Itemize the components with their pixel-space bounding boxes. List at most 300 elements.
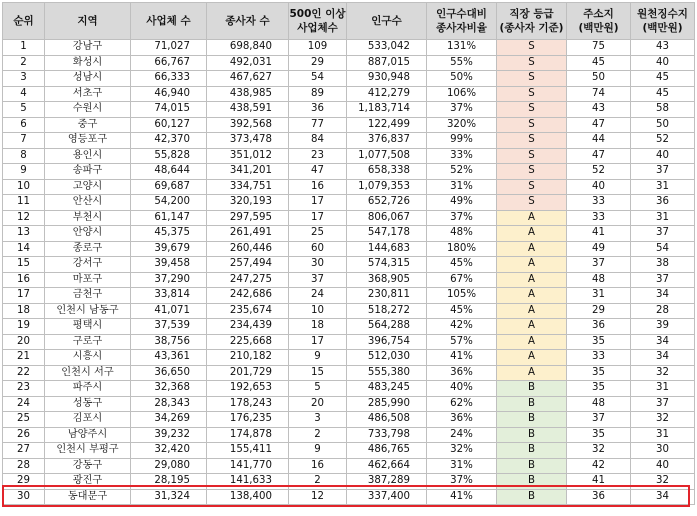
cell-region[interactable]: 용인시 [45,148,131,164]
cell-region[interactable]: 강서구 [45,257,131,273]
cell-ratio[interactable]: 37% [427,474,497,490]
cell-rank[interactable]: 30 [3,489,45,505]
cell-grade[interactable]: S [497,164,567,180]
table-row[interactable] [3,427,695,443]
cell-population[interactable]: 144,683 [347,241,427,257]
table-row[interactable] [3,381,695,397]
cell-employees[interactable]: 492,031 [207,55,289,71]
cell-grade[interactable]: A [497,288,567,304]
cell-region[interactable]: 시흥시 [45,350,131,366]
cell-large-businesses[interactable]: 5 [289,381,347,397]
cell-population[interactable]: 1,077,508 [347,148,427,164]
cell-region[interactable]: 안양시 [45,226,131,242]
cell-source-income[interactable]: 31 [631,427,695,443]
cell-businesses[interactable]: 74,015 [131,102,207,118]
cell-businesses[interactable]: 43,361 [131,350,207,366]
cell-businesses[interactable]: 38,756 [131,334,207,350]
cell-large-businesses[interactable]: 2 [289,427,347,443]
cell-population[interactable]: 376,837 [347,133,427,149]
cell-ratio[interactable]: 180% [427,241,497,257]
header-employees[interactable] [207,3,289,40]
cell-home-income[interactable]: 75 [567,40,631,56]
cell-population[interactable]: 887,015 [347,55,427,71]
cell-home-income[interactable]: 33 [567,350,631,366]
cell-region[interactable]: 남양주시 [45,427,131,443]
table-row[interactable] [3,334,695,350]
cell-large-businesses[interactable]: 36 [289,102,347,118]
cell-businesses[interactable]: 28,343 [131,396,207,412]
cell-source-income[interactable]: 31 [631,179,695,195]
cell-source-income[interactable]: 34 [631,334,695,350]
cell-source-income[interactable]: 39 [631,319,695,335]
cell-businesses[interactable]: 45,375 [131,226,207,242]
cell-home-income[interactable]: 35 [567,381,631,397]
cell-businesses[interactable]: 37,539 [131,319,207,335]
cell-source-income[interactable]: 31 [631,381,695,397]
cell-large-businesses[interactable]: 54 [289,71,347,87]
cell-source-income[interactable]: 40 [631,55,695,71]
cell-large-businesses[interactable]: 89 [289,86,347,102]
cell-large-businesses[interactable]: 37 [289,272,347,288]
cell-large-businesses[interactable]: 77 [289,117,347,133]
table-row[interactable] [3,148,695,164]
cell-source-income[interactable]: 32 [631,412,695,428]
cell-rank[interactable]: 10 [3,179,45,195]
header-source-income[interactable] [631,3,695,40]
table-row[interactable] [3,350,695,366]
cell-businesses[interactable]: 37,290 [131,272,207,288]
cell-rank[interactable]: 27 [3,443,45,459]
cell-rank[interactable]: 21 [3,350,45,366]
cell-businesses[interactable]: 32,420 [131,443,207,459]
cell-region[interactable]: 마포구 [45,272,131,288]
cell-ratio[interactable]: 320% [427,117,497,133]
cell-source-income[interactable]: 36 [631,195,695,211]
cell-grade[interactable]: A [497,272,567,288]
cell-population[interactable]: 486,765 [347,443,427,459]
cell-source-income[interactable]: 34 [631,489,695,505]
cell-source-income[interactable]: 45 [631,71,695,87]
header-large-businesses[interactable] [289,3,347,40]
table-row[interactable] [3,164,695,180]
cell-home-income[interactable]: 32 [567,443,631,459]
cell-region[interactable]: 성동구 [45,396,131,412]
cell-large-businesses[interactable]: 29 [289,55,347,71]
cell-rank[interactable]: 17 [3,288,45,304]
cell-grade[interactable]: A [497,210,567,226]
cell-ratio[interactable]: 105% [427,288,497,304]
cell-region[interactable]: 성남시 [45,71,131,87]
cell-home-income[interactable]: 35 [567,427,631,443]
table-row[interactable] [3,319,695,335]
cell-grade[interactable]: B [497,381,567,397]
header-ratio[interactable] [427,3,497,40]
cell-employees[interactable]: 438,591 [207,102,289,118]
cell-employees[interactable]: 192,653 [207,381,289,397]
cell-home-income[interactable]: 41 [567,474,631,490]
cell-large-businesses[interactable]: 16 [289,458,347,474]
cell-rank[interactable]: 7 [3,133,45,149]
cell-home-income[interactable]: 74 [567,86,631,102]
cell-rank[interactable]: 9 [3,164,45,180]
cell-region[interactable]: 화성시 [45,55,131,71]
cell-grade[interactable]: A [497,226,567,242]
cell-population[interactable]: 547,178 [347,226,427,242]
cell-employees[interactable]: 176,235 [207,412,289,428]
cell-grade[interactable]: B [497,427,567,443]
cell-large-businesses[interactable]: 2 [289,474,347,490]
cell-population[interactable]: 285,990 [347,396,427,412]
cell-grade[interactable]: S [497,148,567,164]
cell-rank[interactable]: 28 [3,458,45,474]
cell-population[interactable]: 368,905 [347,272,427,288]
cell-grade[interactable]: B [497,458,567,474]
cell-population[interactable]: 512,030 [347,350,427,366]
cell-population[interactable]: 733,798 [347,427,427,443]
table-row[interactable] [3,117,695,133]
cell-region[interactable]: 송파구 [45,164,131,180]
cell-source-income[interactable]: 31 [631,210,695,226]
cell-grade[interactable]: A [497,334,567,350]
header-businesses[interactable] [131,3,207,40]
cell-source-income[interactable]: 32 [631,474,695,490]
cell-source-income[interactable]: 40 [631,148,695,164]
cell-population[interactable]: 1,079,353 [347,179,427,195]
cell-employees[interactable]: 261,491 [207,226,289,242]
cell-large-businesses[interactable]: 20 [289,396,347,412]
cell-grade[interactable]: S [497,40,567,56]
cell-rank[interactable]: 6 [3,117,45,133]
table-row[interactable] [3,443,695,459]
cell-ratio[interactable]: 33% [427,148,497,164]
cell-rank[interactable]: 22 [3,365,45,381]
cell-region[interactable]: 인천시 부평구 [45,443,131,459]
cell-large-businesses[interactable]: 16 [289,179,347,195]
cell-large-businesses[interactable]: 47 [289,164,347,180]
table-row[interactable] [3,474,695,490]
cell-businesses[interactable]: 55,828 [131,148,207,164]
cell-rank[interactable]: 26 [3,427,45,443]
cell-businesses[interactable]: 46,940 [131,86,207,102]
cell-ratio[interactable]: 45% [427,257,497,273]
table-row[interactable] [3,71,695,87]
cell-population[interactable]: 930,948 [347,71,427,87]
cell-rank[interactable]: 5 [3,102,45,118]
cell-grade[interactable]: S [497,102,567,118]
cell-population[interactable]: 658,338 [347,164,427,180]
cell-employees[interactable]: 225,668 [207,334,289,350]
cell-large-businesses[interactable]: 30 [289,257,347,273]
cell-grade[interactable]: S [497,117,567,133]
cell-source-income[interactable]: 43 [631,40,695,56]
cell-employees[interactable]: 174,878 [207,427,289,443]
cell-businesses[interactable]: 69,687 [131,179,207,195]
cell-businesses[interactable]: 31,324 [131,489,207,505]
cell-home-income[interactable]: 48 [567,396,631,412]
cell-home-income[interactable]: 43 [567,102,631,118]
table-row[interactable] [3,489,695,505]
cell-source-income[interactable]: 34 [631,350,695,366]
cell-employees[interactable]: 373,478 [207,133,289,149]
cell-region[interactable]: 김포시 [45,412,131,428]
cell-source-income[interactable]: 34 [631,288,695,304]
cell-home-income[interactable]: 29 [567,303,631,319]
cell-rank[interactable]: 13 [3,226,45,242]
cell-employees[interactable]: 698,840 [207,40,289,56]
cell-ratio[interactable]: 48% [427,226,497,242]
table-row[interactable] [3,458,695,474]
cell-ratio[interactable]: 45% [427,303,497,319]
table-row[interactable] [3,396,695,412]
cell-grade[interactable]: B [497,396,567,412]
cell-grade[interactable]: S [497,195,567,211]
cell-rank[interactable]: 3 [3,71,45,87]
header-home-income[interactable] [567,3,631,40]
cell-population[interactable]: 122,499 [347,117,427,133]
cell-ratio[interactable]: 41% [427,350,497,366]
cell-employees[interactable]: 334,751 [207,179,289,195]
header-grade[interactable] [497,3,567,40]
cell-region[interactable]: 안산시 [45,195,131,211]
cell-source-income[interactable]: 50 [631,117,695,133]
cell-businesses[interactable]: 34,269 [131,412,207,428]
cell-employees[interactable]: 138,400 [207,489,289,505]
cell-home-income[interactable]: 42 [567,458,631,474]
header-population[interactable] [347,3,427,40]
cell-home-income[interactable]: 49 [567,241,631,257]
cell-region[interactable]: 평택시 [45,319,131,335]
table-row[interactable] [3,365,695,381]
cell-population[interactable]: 806,067 [347,210,427,226]
table-row[interactable] [3,40,695,56]
cell-population[interactable]: 337,400 [347,489,427,505]
cell-employees[interactable]: 438,985 [207,86,289,102]
cell-rank[interactable]: 2 [3,55,45,71]
cell-ratio[interactable]: 106% [427,86,497,102]
cell-region[interactable]: 광진구 [45,474,131,490]
cell-large-businesses[interactable]: 9 [289,443,347,459]
cell-region[interactable]: 강동구 [45,458,131,474]
table-row[interactable] [3,55,695,71]
cell-employees[interactable]: 297,595 [207,210,289,226]
cell-large-businesses[interactable]: 23 [289,148,347,164]
cell-employees[interactable]: 201,729 [207,365,289,381]
cell-employees[interactable]: 392,568 [207,117,289,133]
cell-rank[interactable]: 23 [3,381,45,397]
cell-grade[interactable]: A [497,365,567,381]
cell-ratio[interactable]: 40% [427,381,497,397]
cell-rank[interactable]: 18 [3,303,45,319]
cell-population[interactable]: 533,042 [347,40,427,56]
cell-source-income[interactable]: 58 [631,102,695,118]
table-row[interactable] [3,86,695,102]
table-row[interactable] [3,272,695,288]
cell-region[interactable]: 금천구 [45,288,131,304]
cell-population[interactable]: 555,380 [347,365,427,381]
cell-rank[interactable]: 25 [3,412,45,428]
cell-population[interactable]: 1,183,714 [347,102,427,118]
cell-rank[interactable]: 20 [3,334,45,350]
cell-home-income[interactable]: 44 [567,133,631,149]
cell-ratio[interactable]: 52% [427,164,497,180]
cell-businesses[interactable]: 48,644 [131,164,207,180]
cell-population[interactable]: 483,245 [347,381,427,397]
cell-home-income[interactable]: 36 [567,319,631,335]
cell-source-income[interactable]: 32 [631,365,695,381]
cell-employees[interactable]: 257,494 [207,257,289,273]
cell-grade[interactable]: B [497,474,567,490]
cell-ratio[interactable]: 67% [427,272,497,288]
cell-population[interactable]: 412,279 [347,86,427,102]
cell-ratio[interactable]: 24% [427,427,497,443]
cell-region[interactable]: 종로구 [45,241,131,257]
cell-rank[interactable]: 11 [3,195,45,211]
cell-ratio[interactable]: 42% [427,319,497,335]
cell-grade[interactable]: S [497,55,567,71]
cell-employees[interactable]: 260,446 [207,241,289,257]
table-row[interactable] [3,133,695,149]
cell-businesses[interactable]: 28,195 [131,474,207,490]
cell-home-income[interactable]: 45 [567,55,631,71]
table-row[interactable] [3,226,695,242]
cell-population[interactable]: 387,289 [347,474,427,490]
cell-region[interactable]: 고양시 [45,179,131,195]
cell-ratio[interactable]: 57% [427,334,497,350]
cell-rank[interactable]: 16 [3,272,45,288]
cell-home-income[interactable]: 50 [567,71,631,87]
cell-population[interactable]: 518,272 [347,303,427,319]
cell-source-income[interactable]: 28 [631,303,695,319]
cell-rank[interactable]: 15 [3,257,45,273]
table-row[interactable] [3,210,695,226]
cell-large-businesses[interactable]: 17 [289,334,347,350]
cell-population[interactable]: 652,726 [347,195,427,211]
cell-home-income[interactable]: 41 [567,226,631,242]
cell-ratio[interactable]: 55% [427,55,497,71]
cell-businesses[interactable]: 39,458 [131,257,207,273]
cell-population[interactable]: 486,508 [347,412,427,428]
cell-ratio[interactable]: 50% [427,71,497,87]
cell-home-income[interactable]: 52 [567,164,631,180]
cell-employees[interactable]: 320,193 [207,195,289,211]
cell-grade[interactable]: A [497,350,567,366]
cell-businesses[interactable]: 54,200 [131,195,207,211]
cell-large-businesses[interactable]: 18 [289,319,347,335]
cell-employees[interactable]: 247,275 [207,272,289,288]
cell-large-businesses[interactable]: 3 [289,412,347,428]
cell-employees[interactable]: 178,243 [207,396,289,412]
cell-source-income[interactable]: 37 [631,396,695,412]
cell-rank[interactable]: 1 [3,40,45,56]
cell-region[interactable]: 동대문구 [45,489,131,505]
cell-large-businesses[interactable]: 84 [289,133,347,149]
cell-grade[interactable]: B [497,489,567,505]
cell-businesses[interactable]: 66,333 [131,71,207,87]
cell-grade[interactable]: S [497,86,567,102]
cell-businesses[interactable]: 39,232 [131,427,207,443]
cell-large-businesses[interactable]: 9 [289,350,347,366]
cell-region[interactable]: 중구 [45,117,131,133]
cell-source-income[interactable]: 30 [631,443,695,459]
cell-ratio[interactable]: 37% [427,102,497,118]
cell-employees[interactable]: 242,686 [207,288,289,304]
cell-rank[interactable]: 19 [3,319,45,335]
cell-employees[interactable]: 155,411 [207,443,289,459]
cell-home-income[interactable]: 31 [567,288,631,304]
cell-ratio[interactable]: 131% [427,40,497,56]
cell-ratio[interactable]: 36% [427,412,497,428]
cell-home-income[interactable]: 33 [567,210,631,226]
cell-ratio[interactable]: 31% [427,179,497,195]
cell-region[interactable]: 구로구 [45,334,131,350]
table-row[interactable] [3,303,695,319]
cell-employees[interactable]: 141,770 [207,458,289,474]
cell-rank[interactable]: 12 [3,210,45,226]
cell-ratio[interactable]: 37% [427,210,497,226]
cell-home-income[interactable]: 40 [567,179,631,195]
cell-employees[interactable]: 351,012 [207,148,289,164]
cell-large-businesses[interactable]: 15 [289,365,347,381]
cell-employees[interactable]: 341,201 [207,164,289,180]
cell-ratio[interactable]: 62% [427,396,497,412]
cell-source-income[interactable]: 45 [631,86,695,102]
cell-population[interactable]: 564,288 [347,319,427,335]
cell-home-income[interactable]: 36 [567,489,631,505]
cell-large-businesses[interactable]: 17 [289,210,347,226]
cell-employees[interactable]: 210,182 [207,350,289,366]
cell-home-income[interactable]: 48 [567,272,631,288]
cell-large-businesses[interactable]: 10 [289,303,347,319]
cell-grade[interactable]: A [497,319,567,335]
cell-source-income[interactable]: 54 [631,241,695,257]
cell-home-income[interactable]: 35 [567,365,631,381]
cell-region[interactable]: 인천시 서구 [45,365,131,381]
cell-employees[interactable]: 141,633 [207,474,289,490]
cell-region[interactable]: 강남구 [45,40,131,56]
cell-businesses[interactable]: 66,767 [131,55,207,71]
cell-region[interactable]: 파주시 [45,381,131,397]
cell-home-income[interactable]: 37 [567,257,631,273]
cell-businesses[interactable]: 32,368 [131,381,207,397]
table-row[interactable] [3,179,695,195]
cell-businesses[interactable]: 42,370 [131,133,207,149]
cell-home-income[interactable]: 47 [567,117,631,133]
cell-ratio[interactable]: 41% [427,489,497,505]
cell-population[interactable]: 396,754 [347,334,427,350]
cell-region[interactable]: 수원시 [45,102,131,118]
cell-rank[interactable]: 24 [3,396,45,412]
cell-home-income[interactable]: 35 [567,334,631,350]
table-row[interactable] [3,288,695,304]
header-rank[interactable]: 순위 [3,3,45,40]
cell-businesses[interactable]: 71,027 [131,40,207,56]
cell-large-businesses[interactable]: 60 [289,241,347,257]
cell-businesses[interactable]: 60,127 [131,117,207,133]
cell-ratio[interactable]: 99% [427,133,497,149]
cell-region[interactable]: 부천시 [45,210,131,226]
cell-businesses[interactable]: 29,080 [131,458,207,474]
cell-businesses[interactable]: 39,679 [131,241,207,257]
table-row[interactable] [3,102,695,118]
cell-rank[interactable]: 4 [3,86,45,102]
cell-rank[interactable]: 29 [3,474,45,490]
cell-businesses[interactable]: 61,147 [131,210,207,226]
cell-large-businesses[interactable]: 12 [289,489,347,505]
cell-source-income[interactable]: 37 [631,226,695,242]
table-row[interactable] [3,195,695,211]
cell-region[interactable]: 영등포구 [45,133,131,149]
cell-grade[interactable]: S [497,71,567,87]
